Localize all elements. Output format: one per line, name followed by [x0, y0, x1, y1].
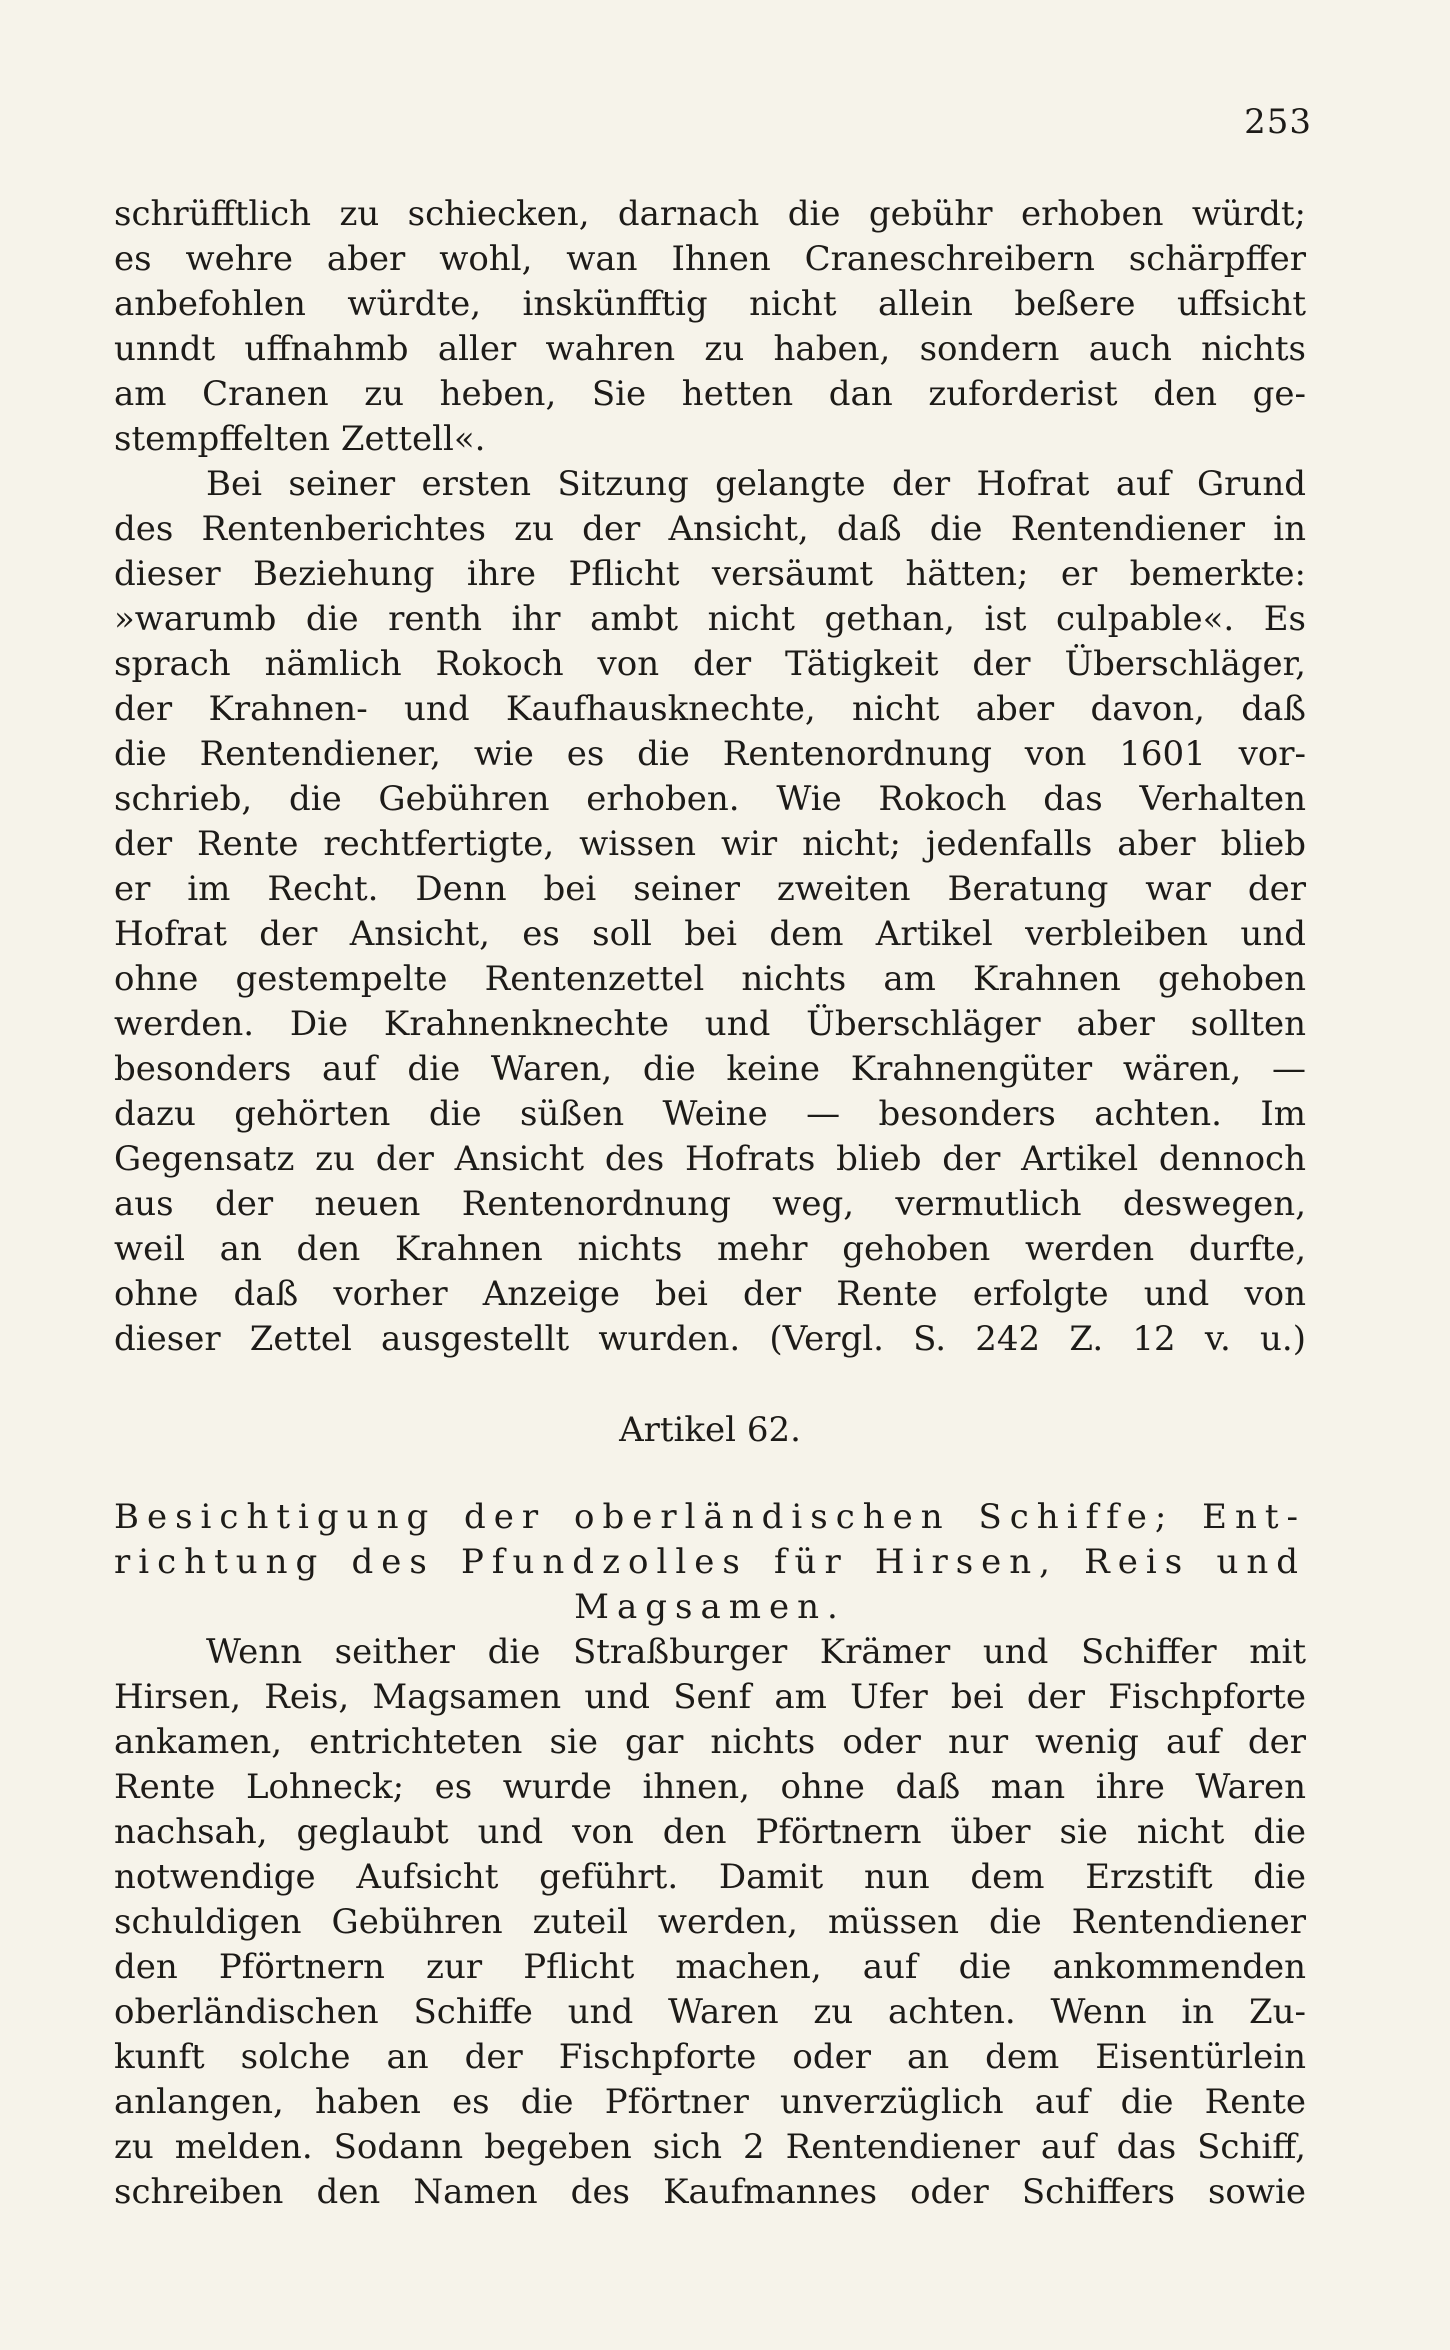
text-line: es wehre aber wohl, wan Ihnen Craneschreibern schärpffer: [114, 239, 1306, 279]
text-line: anlangen, haben es die Pförtner unverzüglich auf die Rente: [114, 2082, 1306, 2122]
text-line: Hirsen, Reis, Magsamen und Senf am Ufer bei der Fischpforte: [114, 1677, 1306, 1717]
heading-line: Magsamen.: [574, 1587, 846, 1627]
text-line: ohne daß vorher Anzeige bei der Rente erfolgte und von: [114, 1274, 1306, 1314]
heading-line: Besichtigung der oberländischen Schiffe; Ent-: [114, 1497, 1306, 1537]
heading-line: richtung des Pfundzolles für Hirsen, Reis und: [114, 1542, 1306, 1582]
text-line: Rente Lohneck; es wurde ihnen, ohne daß man ihre Waren: [114, 1767, 1306, 1807]
text-line: er im Recht. Denn bei seiner zweiten Beratung war der: [114, 869, 1306, 909]
text-line: werden. Die Krahnenknechte und Überschläger aber sollten: [114, 1004, 1306, 1044]
body-text: [114, 192, 1306, 1362]
text-line: kunft solche an der Fischpforte oder an dem Eisentürlein: [114, 2037, 1306, 2077]
text-line: ohne gestempelte Rentenzettel nichts am Krahnen gehoben: [114, 959, 1306, 999]
text-line: der Rente rechtfertigte, wissen wir nicht; jedenfalls aber blieb: [114, 824, 1306, 864]
text-line: ankamen, entrichteten sie gar nichts oder nur wenig auf der: [114, 1722, 1306, 1762]
text-line: weil an den Krahnen nichts mehr gehoben werden durfte,: [114, 1229, 1306, 1269]
text-line: der Krahnen- und Kaufhausknechte, nicht aber davon, daß: [114, 689, 1306, 729]
text-line: unndt uffnahmb aller wahren zu haben, sondern auch nichts: [114, 329, 1306, 369]
text-line: dazu gehörten die süßen Weine — besonders achten. Im: [114, 1094, 1306, 1134]
text-line: besonders auf die Waren, die keine Krahnengüter wären, —: [114, 1049, 1306, 1089]
text-line: Wenn seither die Straßburger Krämer und Schiffer mit: [206, 1632, 1306, 1672]
text-line: Gegensatz zu der Ansicht des Hofrats blieb der Artikel dennoch: [114, 1139, 1306, 1179]
text-line: aus der neuen Rentenordnung weg, vermutlich deswegen,: [114, 1184, 1306, 1224]
text-line: »warumb die renth ihr ambt nicht gethan, ist culpable«. Es: [114, 599, 1306, 639]
text-line: des Rentenberichtes zu der Ansicht, daß die Rentendiener in: [114, 509, 1306, 549]
text-line: schuldigen Gebühren zuteil werden, müssen die Rentendiener: [114, 1902, 1306, 1942]
text-line: sprach nämlich Rokoch von der Tätigkeit der Überschläger,: [114, 644, 1306, 684]
text-line: dieser Beziehung ihre Pflicht versäumt hätten; er bemerkte:: [114, 554, 1306, 594]
text-line: die Rentendiener, wie es die Rentenordnung von 1601 vor-: [114, 734, 1306, 774]
text-line: notwendige Aufsicht geführt. Damit nun dem Erzstift die: [114, 1857, 1306, 1897]
text-line: oberländischen Schiffe und Waren zu achten. Wenn in Zu-: [114, 1992, 1306, 2032]
article-title: [114, 1408, 1306, 1453]
text-line: am Cranen zu heben, Sie hetten dan zuforderist den ge-: [114, 374, 1306, 414]
page-number: 253: [1244, 102, 1312, 142]
text-line: schrieb, die Gebühren erhoben. Wie Rokoch das Verhalten: [114, 779, 1306, 819]
article-number: Artikel 62.: [619, 1410, 801, 1450]
text-line: schrüfftlich zu schiecken, darnach die gebühr erhoben würdt;: [114, 194, 1306, 234]
text-line: stempffelten Zettell«.: [114, 419, 486, 459]
text-line: den Pförtnern zur Pflicht machen, auf die ankommenden: [114, 1947, 1306, 1987]
text-line: schreiben den Namen des Kaufmannes oder Schiffers sowie: [114, 2172, 1306, 2212]
text-line: anbefohlen würdte, inskünfftig nicht allein beßere uffsicht: [114, 284, 1306, 324]
text-line: nachsah, geglaubt und von den Pförtnern über sie nicht die: [114, 1812, 1306, 1852]
text-line: zu melden. Sodann begeben sich 2 Rentendiener auf das Schiff,: [114, 2127, 1306, 2167]
section-heading: [114, 1495, 1306, 1630]
body-text-continued: [114, 1630, 1306, 2215]
text-line: Hofrat der Ansicht, es soll bei dem Artikel verbleiben und: [114, 914, 1306, 954]
text-line: Bei seiner ersten Sitzung gelangte der Hofrat auf Grund: [206, 464, 1306, 504]
text-line: dieser Zettel ausgestellt wurden. (Vergl. S. 242 Z. 12 v. u.): [114, 1319, 1306, 1359]
